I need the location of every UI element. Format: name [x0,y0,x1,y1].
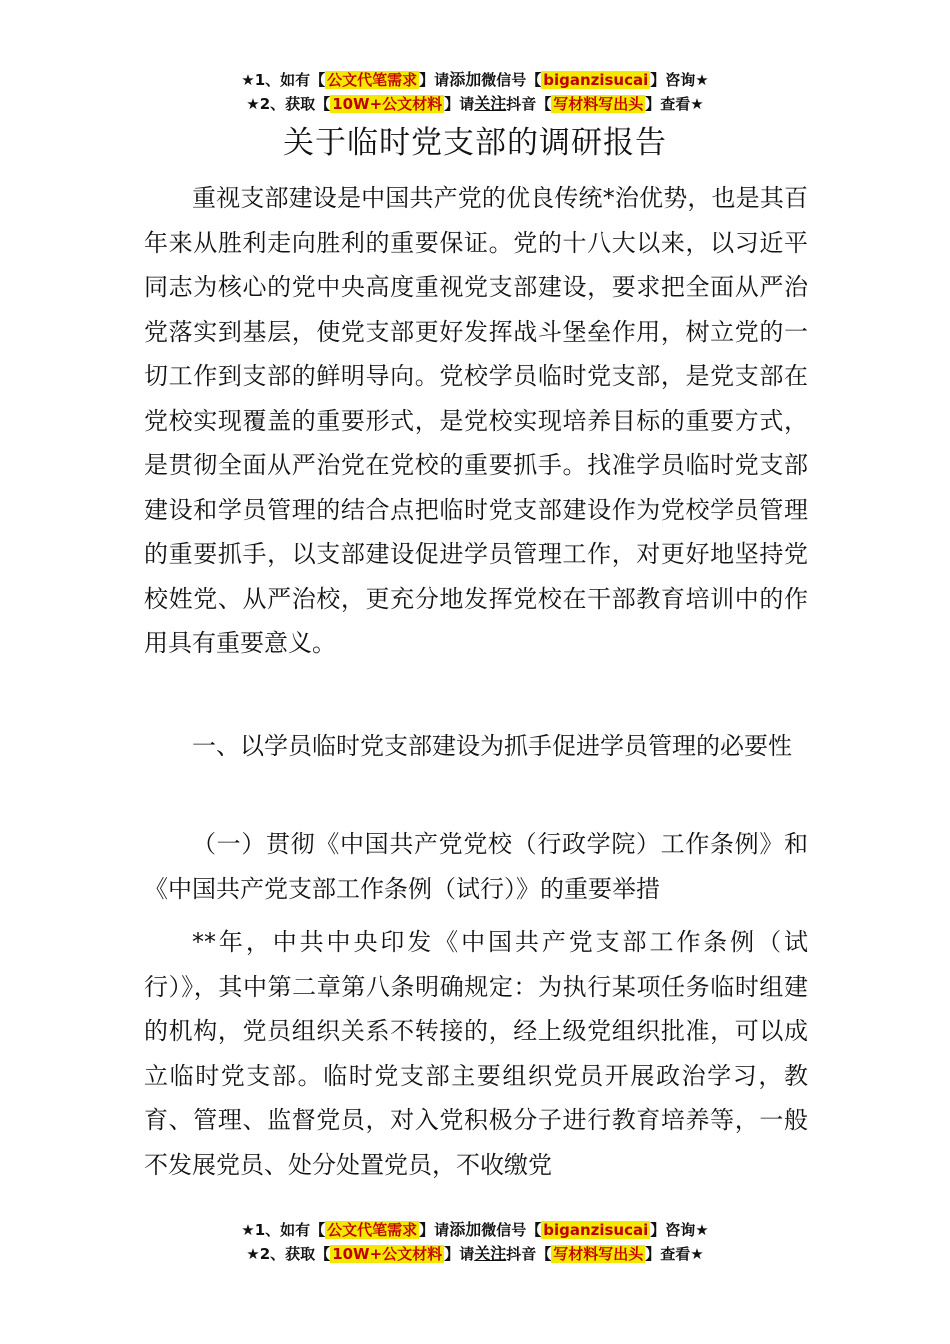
banner-text: ★2、获取【 [246,95,331,113]
banner-text: 微信号【 [481,1221,542,1239]
banner-wechat-id: biganzisucai [543,71,649,89]
document-body-paragraph-1 [144,176,808,666]
banner-highlight: 10W+公文材料 [332,1245,443,1263]
banner-text: 】请 [419,1221,450,1239]
paragraph: **年，中共中央印发《中国共产党支部工作条例（试行）》，其中第二章第八条明确规定：为执行某项任务临时组建的机构，党员组织关系不转接的，经上级党组织批准，可以成立临时党支部。临时党支部主要组织党员开展政治学习，教育、管理、监督党员，对入党积极分子进行教育培养等，一般不发展党员、处分处置党员，不收缴党 [144,928,808,1179]
banner-text: 】查看★ [645,1245,704,1263]
banner-highlight: 写材料写出头 [553,1245,644,1263]
paragraph: （一）贯彻《中国共产党党校（行政学院）工作条例》和《中国共产党支部工作条例（试行）》的重要举措 [144,830,808,903]
banner-text: 】请 [444,1245,475,1263]
paragraph: 一、以学员临时党支部建设为抓手促进学员管理的必要性 [192,732,792,760]
document-body-paragraph-2 [144,920,808,1187]
banner-highlight: 公文代笔需求 [327,71,418,89]
subsection-heading-1 [144,822,808,911]
banner-emphasis: 添加 [449,1220,482,1239]
banner-text: 抖音【 [506,1245,552,1263]
banner-emphasis: 关注 [474,94,507,113]
banner-emphasis: 关注 [474,1244,507,1263]
banner-text: 】查看★ [645,95,704,113]
banner-line-1 [0,1218,950,1242]
header-banner [0,68,950,116]
footer-banner [0,1218,950,1266]
paragraph: 重视支部建设是中国共产党的优良传统*治优势，也是其百年来从胜利走向胜利的重要保证。党的十八大以来，以习近平同志为核心的党中央高度重视党支部建设，要求把全面从严治党落实到基层，使党支部更好发挥战斗堡垒作用，树立党的一切工作到支部的鲜明导向。党校学员临时党支部，是党支部在党校实现覆盖的重要形式，是党校实现培养目标的重要方式，是贯彻全面从严治党在党校的重要抓手。找准学员临时党支部建设和学员管理的结合点把临时党支部建设作为党校学员管理的重要抓手，以支部建设促进学员管理工作，对更好地坚持党校姓党、从严治校，更充分地发挥党校在干部教育培训中的作用具有重要意义。 [144,184,808,657]
banner-highlight: 10W+公文材料 [332,95,443,113]
banner-text: 】咨询★ [650,1221,709,1239]
banner-emphasis: 添加 [449,70,482,89]
banner-wechat-id: biganzisucai [543,1221,649,1239]
banner-text: 】咨询★ [650,71,709,89]
banner-highlight: 公文代笔需求 [327,1221,418,1239]
banner-line-2 [0,92,950,116]
banner-text: 抖音【 [506,95,552,113]
banner-text: 微信号【 [481,71,542,89]
banner-text: 】请 [419,71,450,89]
banner-line-1 [0,68,950,92]
banner-line-2 [0,1242,950,1266]
banner-highlight: 写材料写出头 [553,95,644,113]
banner-text: ★2、获取【 [246,1245,331,1263]
section-heading-1 [144,724,808,769]
banner-text: ★1、如有【 [241,1221,326,1239]
document-title: 关于临时党支部的调研报告 [283,125,667,161]
banner-text: 】请 [444,95,475,113]
banner-text: ★1、如有【 [241,71,326,89]
